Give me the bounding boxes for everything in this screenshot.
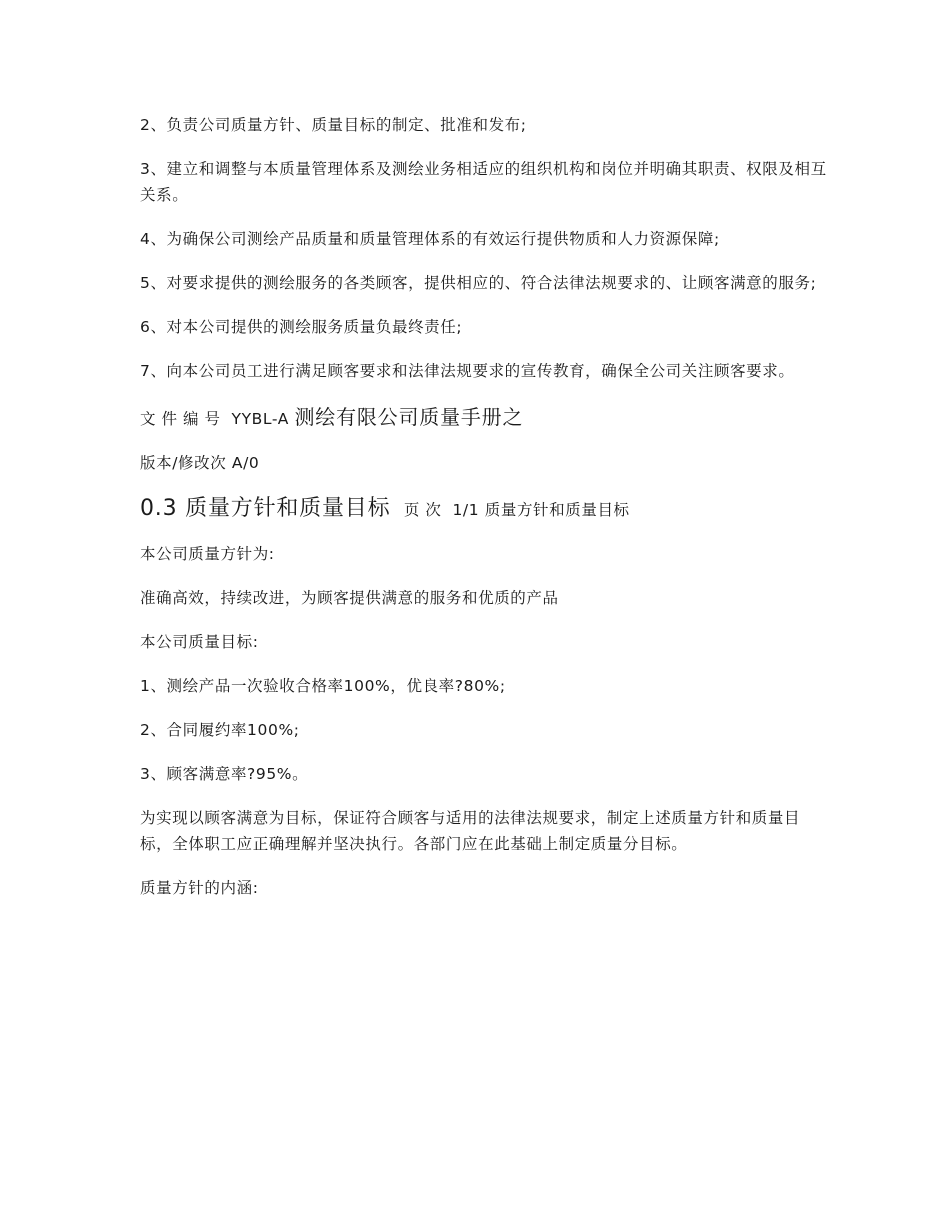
page-label: 页次 bbox=[403, 501, 447, 519]
policy-intro: 本公司质量方针为: bbox=[140, 545, 275, 563]
file-number-value: YYBL-A bbox=[231, 410, 289, 428]
section-title: 0.3 质量方针和质量目标 bbox=[140, 496, 391, 521]
version-value: A/0 bbox=[231, 454, 260, 472]
implementation-paragraph: 为实现以顾客满意为目标，保证符合顾客与适用的法律法规要求，制定上述质量方针和质量目标，全体职工应正确理解并坚决执行。各部门应在此基础上制定质量分目标。 bbox=[140, 809, 801, 853]
objectives-intro: 本公司质量目标: bbox=[140, 633, 259, 651]
manual-title: 测绘有限公司质量手册之 bbox=[294, 405, 524, 429]
paragraph-item-4: 4、为确保公司测绘产品质量和质量管理体系的有效运行提供物质和人力资源保障; bbox=[140, 230, 720, 248]
objective-item-3: 3、顾客满意率?95%。 bbox=[140, 765, 309, 783]
objective-item-1: 1、测绘产品一次验收合格率100%，优良率?80%; bbox=[140, 677, 506, 695]
document-page bbox=[140, 112, 830, 919]
page-value: 1/1 bbox=[452, 501, 480, 519]
section-subtitle: 质量方针和质量目标 bbox=[484, 501, 630, 519]
policy-statement: 准确高效，持续改进，为顾客提供满意的服务和优质的产品 bbox=[140, 589, 559, 607]
version-label: 版本/修改次 bbox=[140, 454, 227, 472]
paragraph-item-2: 2、负责公司质量方针、质量目标的制定、批准和发布; bbox=[140, 116, 527, 134]
version-line bbox=[140, 448, 830, 478]
paragraph-item-7: 7、向本公司员工进行满足顾客要求和法律法规要求的宣传教育，确保全公司关注顾客要求。 bbox=[140, 362, 795, 380]
paragraph-item-3: 3、建立和调整与本质量管理体系及测绘业务相适应的组织机构和岗位并明确其职责、权限及相互关系。 bbox=[140, 160, 827, 204]
paragraph-item-5: 5、对要求提供的测绘服务的各类顾客，提供相应的、符合法律法规要求的、让顾客满意的服务; bbox=[140, 274, 817, 292]
file-number-line bbox=[140, 402, 830, 434]
file-number-label: 文件编号 bbox=[140, 410, 227, 428]
policy-meaning-heading: 质量方针的内涵: bbox=[140, 879, 259, 897]
objective-item-2: 2、合同履约率100%; bbox=[140, 721, 300, 739]
paragraph-item-6: 6、对本公司提供的测绘服务质量负最终责任; bbox=[140, 318, 463, 336]
section-heading-line bbox=[140, 492, 830, 527]
